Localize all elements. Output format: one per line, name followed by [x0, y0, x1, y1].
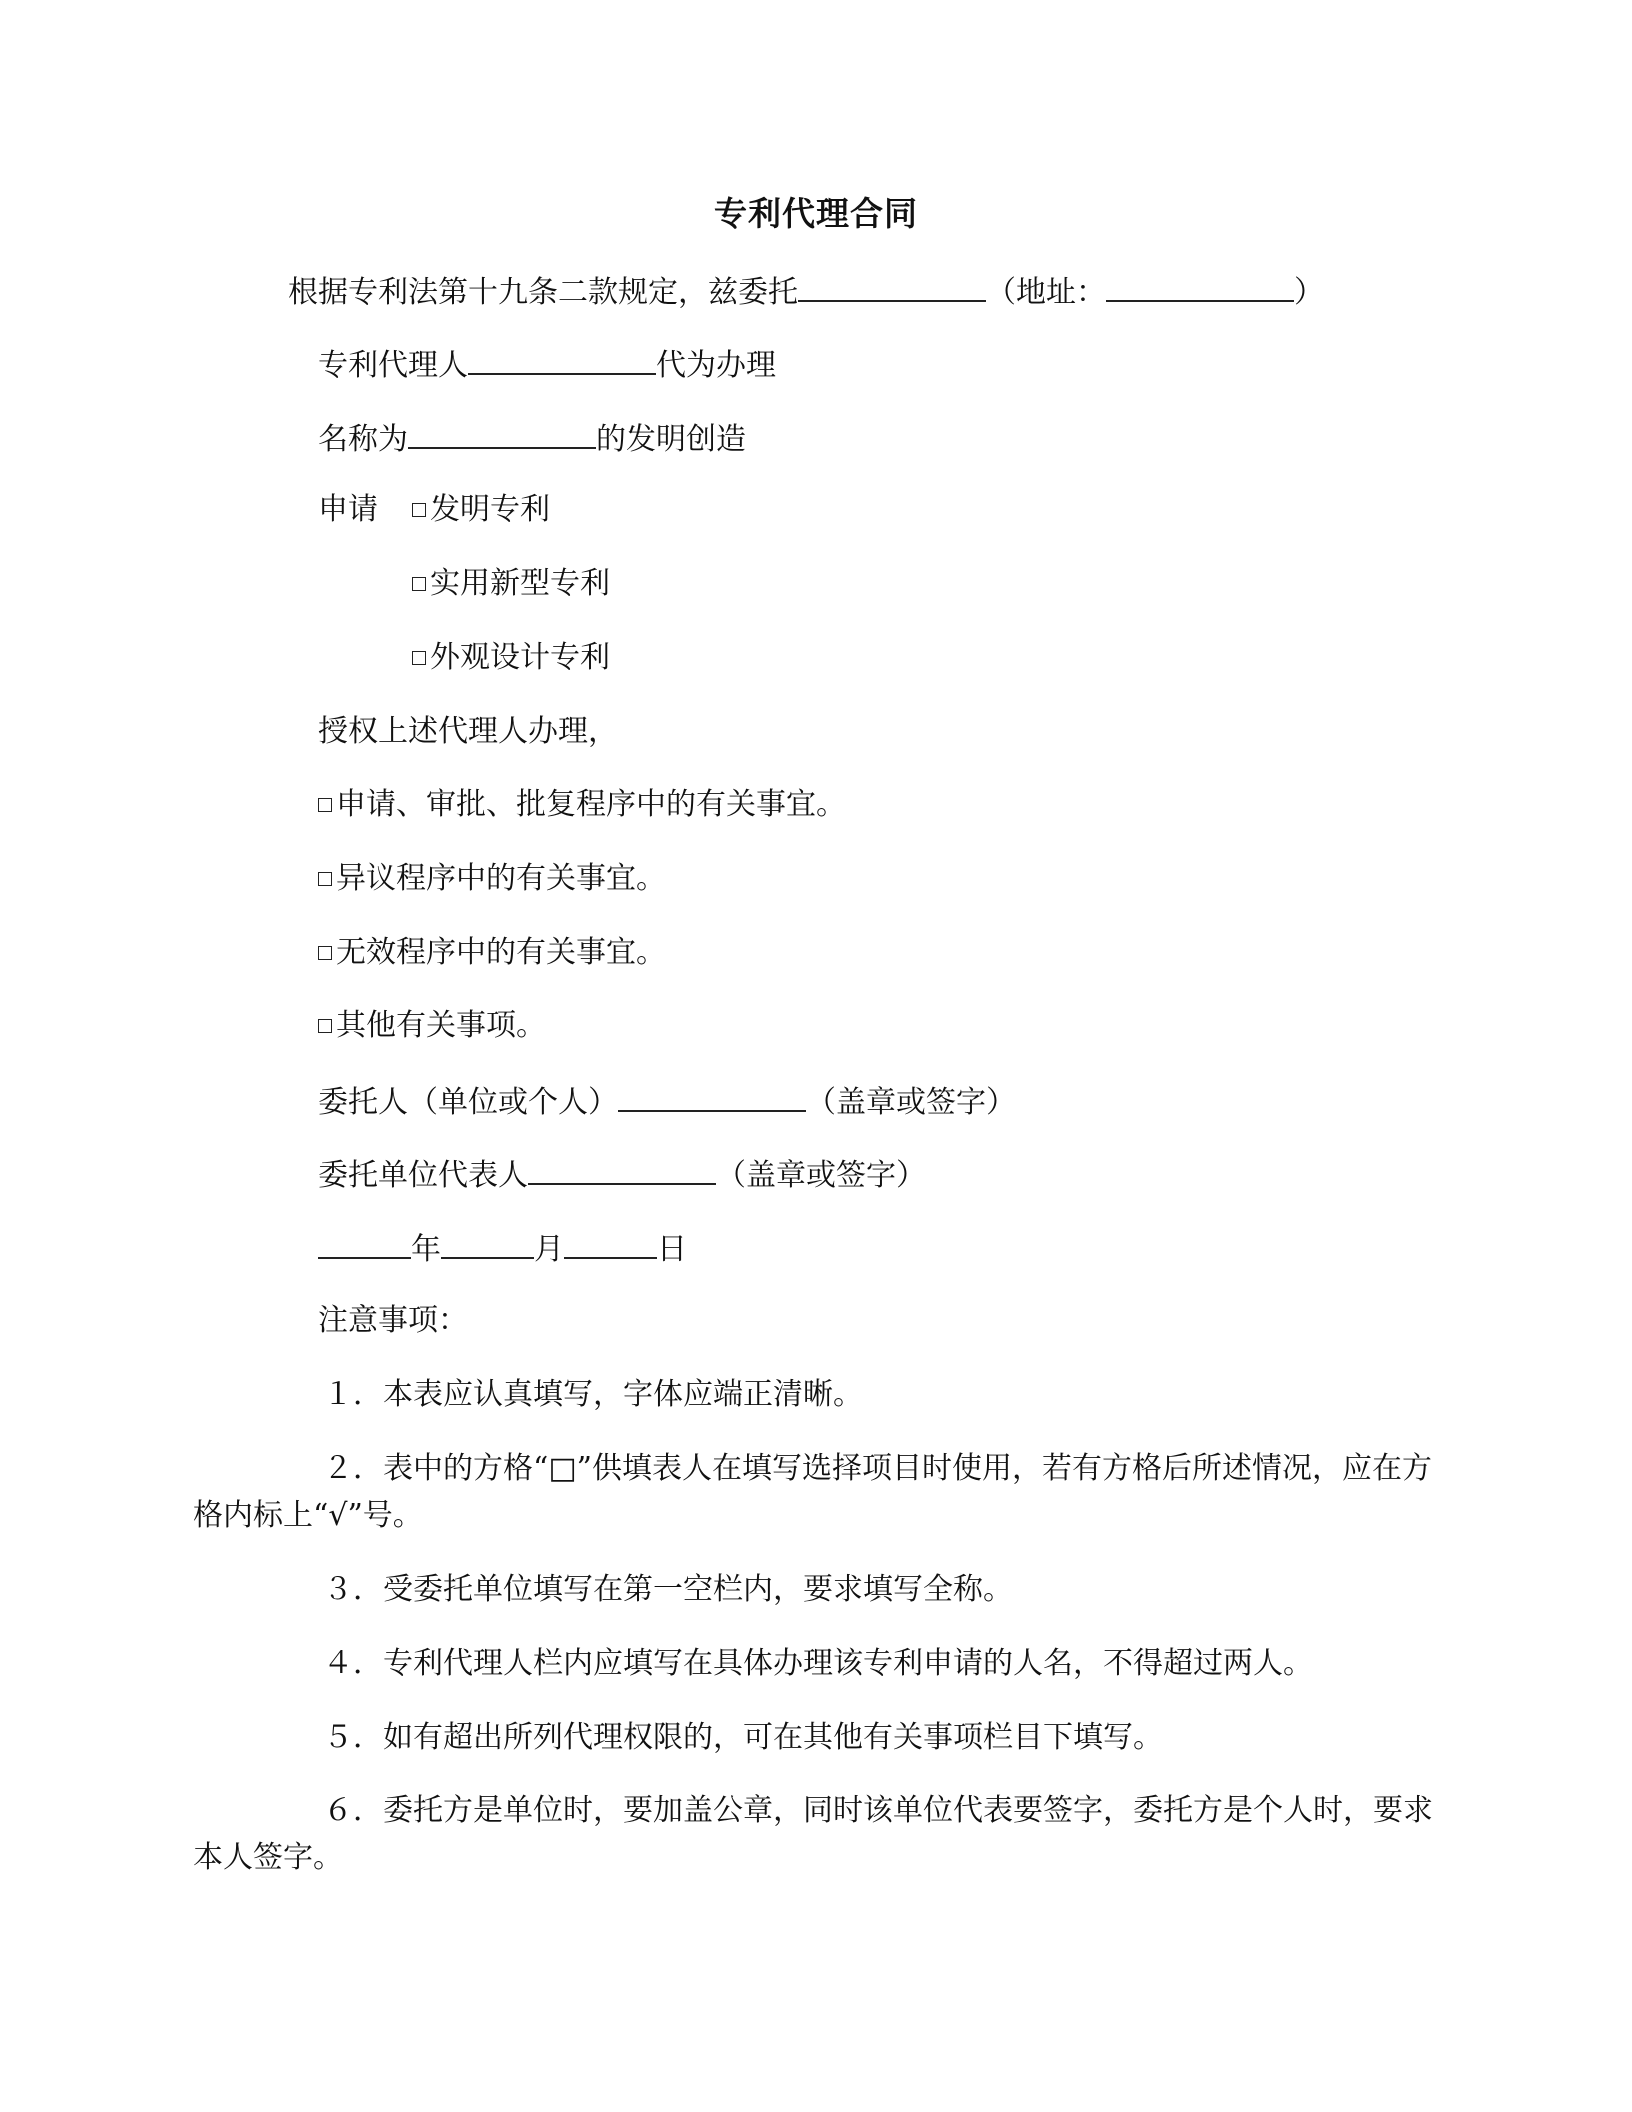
checkbox-icon[interactable] — [318, 946, 332, 960]
principal-blank[interactable] — [618, 1078, 806, 1112]
intro-line — [288, 268, 1324, 315]
apply-option-utility-model[interactable] — [412, 562, 610, 606]
checkbox-icon[interactable] — [412, 651, 426, 665]
matter-invalidation[interactable] — [318, 931, 666, 975]
matter-label: 无效程序中的有关事宜。 — [336, 935, 666, 970]
matter-opposition[interactable] — [318, 857, 666, 901]
representative-prefix: 委托单位代表人 — [318, 1158, 528, 1193]
patent-agent-blank[interactable] — [468, 341, 656, 375]
matter-application[interactable] — [318, 783, 846, 827]
principal-line — [318, 1078, 1016, 1125]
note-2: ２．表中的方格“□”供填表人在填写选择项目时使用，若有方格后所述情况，应在方格内标上“√”号。 — [193, 1451, 1433, 1533]
document-title: 专利代理合同 — [714, 194, 918, 233]
day-label: 日 — [657, 1232, 687, 1267]
invention-name-line — [318, 415, 746, 462]
option-label: 外观设计专利 — [430, 640, 610, 675]
year-blank[interactable] — [318, 1225, 411, 1259]
invention-name-blank[interactable] — [408, 415, 596, 449]
day-blank[interactable] — [564, 1225, 657, 1259]
month-label: 月 — [534, 1232, 564, 1267]
date-line — [318, 1225, 687, 1272]
note-1: １．本表应认真填写，字体应端正清晰。 — [323, 1377, 863, 1412]
year-label: 年 — [411, 1232, 441, 1267]
checkbox-icon[interactable] — [318, 1019, 332, 1033]
representative-suffix: （盖章或签字） — [716, 1158, 926, 1193]
note-5: ５．如有超出所列代理权限的，可在其他有关事项栏目下填写。 — [323, 1720, 1163, 1755]
entrusted-party-blank[interactable] — [798, 268, 986, 302]
checkbox-icon[interactable] — [318, 798, 332, 812]
matter-label: 异议程序中的有关事宜。 — [336, 861, 666, 896]
authorize-text: 授权上述代理人办理， — [318, 714, 618, 749]
intro-prefix: 根据专利法第十九条二款规定，兹委托 — [288, 275, 798, 310]
agent-prefix: 专利代理人 — [318, 348, 468, 383]
name-suffix: 的发明创造 — [596, 422, 746, 457]
principal-suffix: （盖章或签字） — [806, 1085, 1016, 1120]
name-prefix: 名称为 — [318, 422, 408, 457]
checkbox-icon[interactable] — [318, 872, 332, 886]
agent-suffix: 代为办理 — [656, 348, 776, 383]
month-blank[interactable] — [441, 1225, 534, 1259]
checkbox-icon[interactable] — [412, 503, 426, 517]
note-4: ４．专利代理人栏内应填写在具体办理该专利申请的人名，不得超过两人。 — [323, 1646, 1313, 1681]
representative-blank[interactable] — [528, 1151, 716, 1185]
note-6: ６．委托方是单位时，要加盖公章，同时该单位代表要签字，委托方是个人时，要求本人签字。 — [193, 1793, 1433, 1875]
apply-option-invention[interactable] — [412, 488, 550, 532]
option-label: 发明专利 — [430, 492, 550, 527]
address-close: ） — [1294, 275, 1324, 310]
note-3: ３．受委托单位填写在第一空栏内，要求填写全称。 — [323, 1572, 1013, 1607]
agent-line — [318, 341, 776, 388]
representative-line — [318, 1151, 926, 1198]
address-blank[interactable] — [1106, 268, 1294, 302]
apply-label: 申请 — [318, 492, 378, 527]
option-label: 实用新型专利 — [430, 566, 610, 601]
checkbox-icon[interactable] — [412, 577, 426, 591]
apply-option-design[interactable] — [412, 636, 610, 680]
address-open: （地址： — [986, 275, 1106, 310]
principal-prefix: 委托人（单位或个人） — [318, 1085, 618, 1120]
matter-label: 申请、审批、批复程序中的有关事宜。 — [336, 787, 846, 822]
matter-other[interactable] — [318, 1004, 546, 1048]
matter-label: 其他有关事项。 — [336, 1008, 546, 1043]
notes-title: 注意事项： — [318, 1303, 468, 1338]
